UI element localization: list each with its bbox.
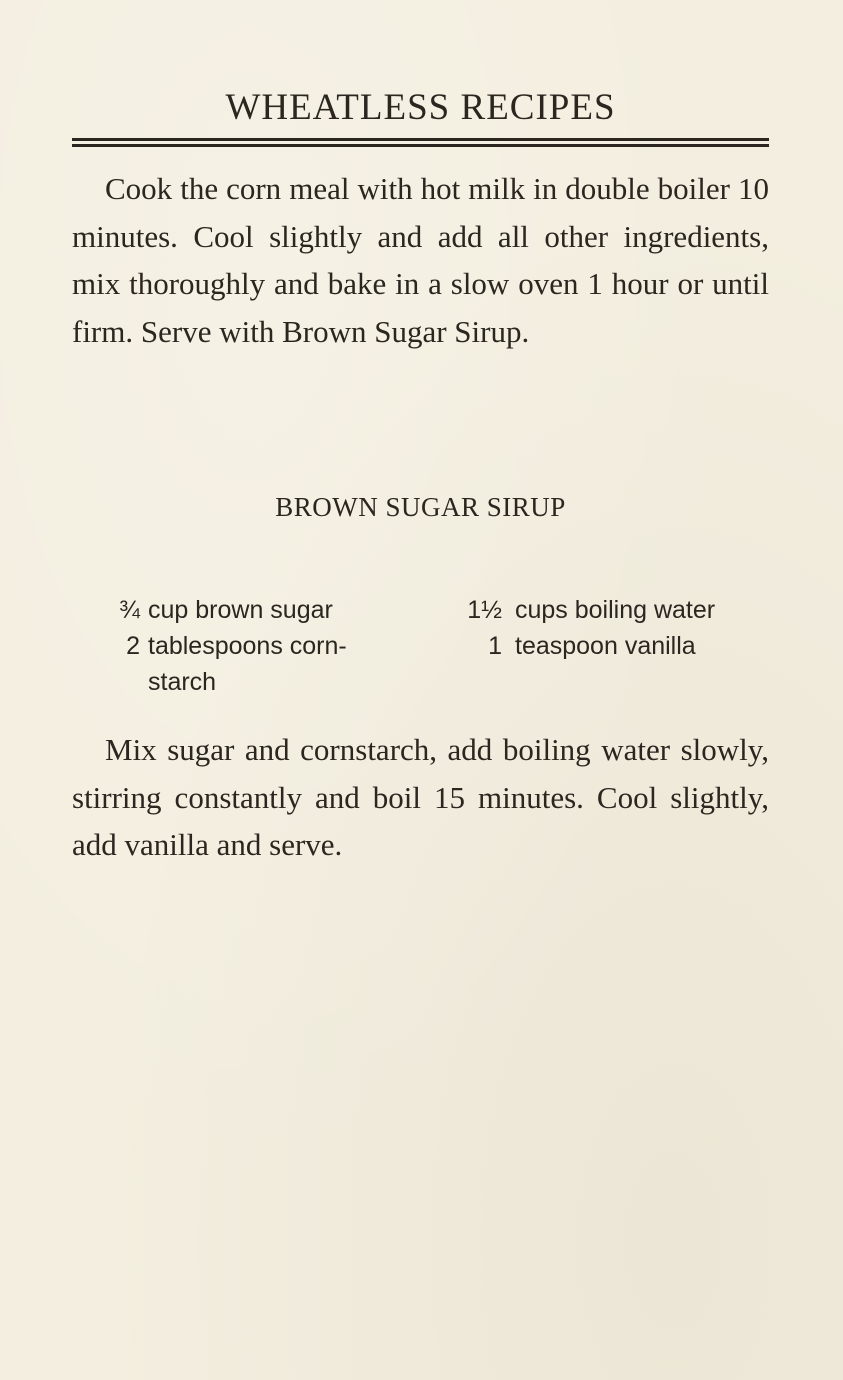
running-head: WHEATLESS RECIPES xyxy=(225,87,616,128)
ingredient-quantity: 1 xyxy=(488,632,502,660)
ingredient-quantity: 1½ xyxy=(467,596,502,624)
ingredient-item xyxy=(100,592,420,628)
double-rule xyxy=(72,138,769,147)
paragraph-sirup-instructions: Mix sugar and cornstarch, add boiling water slowly, stirring constantly and boil 15 minutes. Cool slightly, add vanilla and serve. xyxy=(72,732,769,862)
recipe-title: BROWN SUGAR SIRUP xyxy=(275,492,566,522)
ingredient-description: teaspoon vanilla xyxy=(515,632,696,660)
ingredient-description: cups boiling water xyxy=(515,596,716,624)
ingredient-description: tablespoons corn-starch xyxy=(148,632,347,696)
paragraph-cooking-instructions: Cook the corn meal with hot milk in double boiler 10 minutes. Cool slightly and add all other ingredients, mix thoroughly and bake in a slow oven 1 hour or until firm. Serve with Brown Sugar Sirup. xyxy=(72,171,769,349)
ingredient-description: cup brown sugar xyxy=(148,596,333,624)
ingredient-item xyxy=(100,628,420,700)
ingredient-column-left xyxy=(100,592,420,700)
ingredient-quantity: ¾ xyxy=(119,596,140,624)
ingredient-column-right xyxy=(440,592,780,664)
ingredient-item xyxy=(440,628,780,664)
ingredient-item xyxy=(440,592,780,628)
ingredient-quantity: 2 xyxy=(126,632,140,660)
